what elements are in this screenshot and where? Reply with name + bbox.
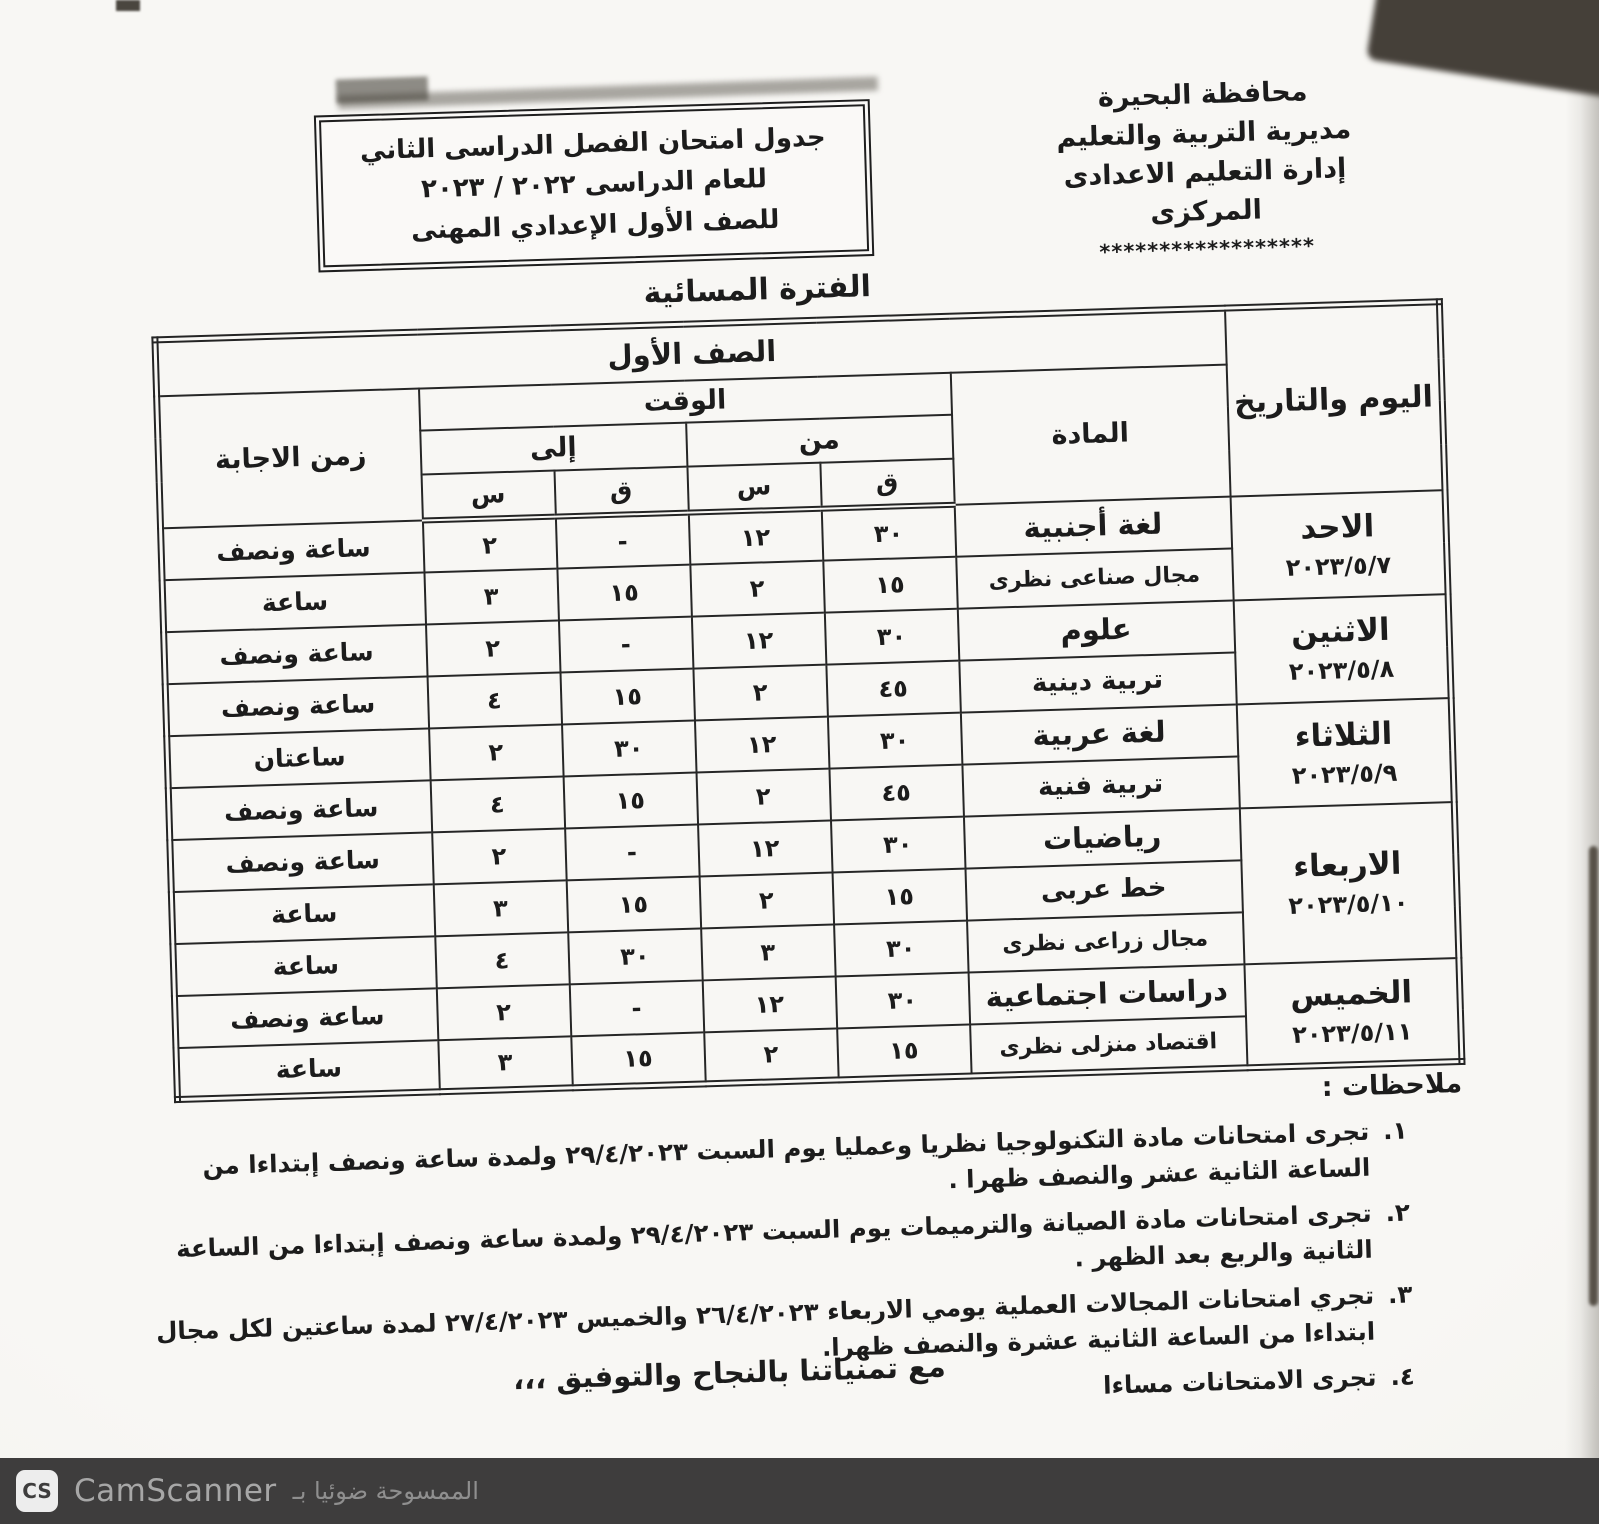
to-minutes-cell: ١٥: [560, 668, 694, 724]
day-name: الاربعاء: [1292, 845, 1402, 885]
note-number: ٣.: [1387, 1279, 1413, 1310]
org-directorate: مديرية التربية والتعليم: [1055, 113, 1352, 154]
from-minutes-cell: ٣٠: [821, 504, 955, 560]
to-hours-cell: ٤: [435, 932, 569, 988]
note-text: تجري امتحانات المجالات العملية يومي الاربعاء ٢٦/٤/٢٠٢٣ والخميس ٢٧/٤/٢٠٢٣ لمدة ساعتين لكل مجال ابتداءا من الساعة الثانية عشرة والنصف ظهرا.: [155, 1280, 1376, 1362]
to-header: إلى: [420, 422, 687, 474]
camscanner-brand: CamScanner: [74, 1473, 277, 1509]
scan-artifact-edge-sliver: [1589, 846, 1598, 1306]
to-minutes-cell: -: [558, 616, 692, 672]
title-line-1: جدول امتحان الفصل الدراسى الثاني: [359, 122, 827, 167]
day-date: ٢٠٢٣/٥/٨: [1288, 654, 1395, 686]
camscanner-footer: [0, 1458, 1599, 1524]
scan-artifact-blob: [336, 76, 429, 103]
org-separator-asterisks: ******************: [1099, 233, 1316, 264]
from-minutes-cell: ١٥: [837, 1024, 971, 1080]
from-hours-cell: ١٢: [688, 508, 822, 564]
from-hours-cell: ١٢: [698, 820, 832, 876]
note-text: تجرى امتحانات مادة الصيانة والترميمات يوم السبت ٢٩/٤/٢٠٢٣ ولمدة ساعة ونصف إبتداءا من الساعة الثانية والربع بعد الظهر .: [175, 1198, 1374, 1273]
to-hours-cell: ٢: [429, 724, 563, 780]
day-cell-monday: [1233, 594, 1451, 704]
subject-cell: علوم: [957, 600, 1234, 660]
to-minutes-cell: ٣٠: [562, 720, 696, 776]
subject-cell: لغة عربية: [960, 704, 1237, 764]
camscanner-arabic-text: الممسوحة ضوئيا بـ: [292, 1477, 479, 1505]
from-hours-cell: ٢: [693, 664, 827, 720]
note-number: ٢.: [1385, 1197, 1411, 1228]
to-hours-cell: ٢: [422, 516, 556, 572]
to-hours-cell: ٤: [427, 672, 561, 728]
from-hours-cell: ١٢: [694, 716, 828, 772]
from-hours-cell: ٢: [704, 1028, 838, 1084]
day-name: الخميس: [1289, 974, 1413, 1014]
from-minutes-cell: ٤٥: [826, 660, 960, 716]
day-date: ٢٠٢٣/٥/٩: [1291, 758, 1398, 790]
title-line-2: للعام الدراسى ٢٠٢٢ / ٢٠٢٣: [420, 164, 768, 205]
note-text: تجرى الامتحانات مساءا: [1102, 1362, 1377, 1400]
from-hours-cell: ١٢: [691, 612, 825, 668]
day-cell-sunday: [1230, 490, 1448, 600]
day-name: الثلاثاء: [1294, 715, 1393, 755]
camscanner-logo-icon: CS: [16, 1470, 58, 1512]
subject-cell: خط عربى: [965, 860, 1242, 920]
note-text: تجرى امتحانات مادة التكنولوجيا نظريا وعمليا يوم السبت ٢٩/٤/٢٠٢٣ ولمدة ساعة ونصف إبتداءا من الساعة الثانية عشر والنصف ظهرا .: [202, 1116, 1371, 1194]
from-minutes-cell: ٣٠: [834, 920, 968, 976]
scan-artifact-speck: [116, 0, 140, 11]
subject-cell: تربية فنية: [962, 756, 1239, 816]
from-minutes-cell: ١٥: [823, 556, 957, 612]
period-title: الفترة المسائية: [643, 269, 872, 311]
duration-cell: ساعة: [162, 572, 425, 632]
subject-cell: دراسات اجتماعية: [968, 964, 1245, 1024]
to-minutes-cell: -: [569, 980, 703, 1036]
from-minutes-header: ق: [820, 458, 954, 508]
from-hours-cell: ٢: [696, 768, 830, 824]
day-name: الاحد: [1299, 508, 1375, 547]
org-administration: إدارة التعليم الاعدادى المركزى: [1063, 153, 1347, 230]
note-number: ١.: [1382, 1115, 1408, 1146]
duration-cell: ساعة ونصف: [174, 988, 437, 1048]
day-date: ٢٠٢٣/٥/١٠: [1288, 888, 1409, 920]
day-cell-tuesday: [1236, 698, 1454, 808]
day-cell-thursday: [1244, 957, 1462, 1067]
to-hours-header: س: [421, 470, 555, 520]
org-header: [1002, 69, 1407, 270]
subject-column-header: المادة: [950, 364, 1230, 504]
duration-cell: ساعة ونصف: [160, 520, 423, 580]
to-minutes-cell: ١٥: [563, 772, 697, 828]
time-header: الوقت: [418, 372, 951, 430]
from-minutes-cell: ٤٥: [829, 764, 963, 820]
org-governorate: محافظة البحيرة: [1097, 76, 1308, 114]
to-minutes-cell: ٣٠: [568, 928, 702, 984]
to-hours-cell: ٢: [425, 620, 559, 676]
to-minutes-cell: ١٥: [566, 876, 700, 932]
subject-cell: لغة أجنبية: [954, 496, 1231, 556]
grade-header: الصف الأول: [155, 308, 1226, 396]
subject-cell: مجال زراعى نظرى: [967, 912, 1244, 972]
subject-cell: تربية دينية: [959, 652, 1236, 712]
answer-duration-header: زمن الاجابة: [157, 388, 423, 528]
subject-cell: رياضيات: [963, 808, 1240, 868]
day-date: ٢٠٢٣/٥/٧: [1285, 550, 1392, 582]
exam-schedule-table: [151, 298, 1465, 1103]
from-minutes-cell: ١٥: [832, 868, 966, 924]
from-header: من: [686, 414, 953, 466]
notes-title: ملاحظات :: [1321, 1067, 1463, 1104]
subject-cell: اقتصاد منزلى نظرى: [970, 1016, 1247, 1076]
duration-cell: ساعة: [171, 884, 434, 944]
to-minutes-cell: -: [555, 512, 689, 568]
to-minutes-header: ق: [554, 466, 688, 516]
day-name: الاثنين: [1290, 612, 1391, 651]
to-hours-cell: ٣: [424, 568, 558, 624]
from-minutes-cell: ٣٠: [827, 712, 961, 768]
to-hours-cell: ٣: [438, 1036, 572, 1092]
to-hours-cell: ٢: [432, 828, 566, 884]
to-minutes-cell: ١٥: [571, 1032, 705, 1088]
from-hours-header: س: [687, 462, 821, 512]
duration-cell: ساعة ونصف: [170, 832, 433, 892]
duration-cell: ساعة ونصف: [164, 624, 427, 684]
from-hours-cell: ١٢: [702, 976, 836, 1032]
exam-title-box: [314, 99, 874, 272]
duration-cell: ساعة ونصف: [168, 780, 431, 840]
from-hours-cell: ٢: [690, 560, 824, 616]
to-hours-cell: ٢: [436, 984, 570, 1040]
note-number: ٤.: [1390, 1361, 1416, 1392]
day-date-column-header: اليوم والتاريخ: [1224, 302, 1444, 496]
title-line-3: للصف الأول الإعدادي المهنى: [410, 204, 780, 246]
to-minutes-cell: ١٥: [557, 564, 691, 620]
day-date: ٢٠٢٣/٥/١١: [1291, 1017, 1413, 1049]
subject-cell: مجال صناعى نظرى: [956, 548, 1233, 608]
from-minutes-cell: ٣٠: [830, 816, 964, 872]
exam-schedule-table-wrap: [156, 298, 1465, 1103]
duration-cell: ساعتان: [167, 728, 430, 788]
from-minutes-cell: ٣٠: [824, 608, 958, 664]
to-hours-cell: ٣: [433, 880, 567, 936]
closing-wishes: مع تمنياتنا بالنجاح والتوفيق ،،،: [512, 1349, 947, 1397]
from-hours-cell: ٣: [701, 924, 835, 980]
to-hours-cell: ٤: [430, 776, 564, 832]
day-cell-wednesday: [1239, 802, 1459, 964]
from-hours-cell: ٢: [699, 872, 833, 928]
to-minutes-cell: -: [565, 824, 699, 880]
duration-cell: ساعة: [173, 936, 436, 996]
duration-cell: ساعة ونصف: [165, 676, 428, 736]
from-minutes-cell: ٣٠: [835, 972, 969, 1028]
duration-cell: ساعة: [176, 1040, 439, 1100]
